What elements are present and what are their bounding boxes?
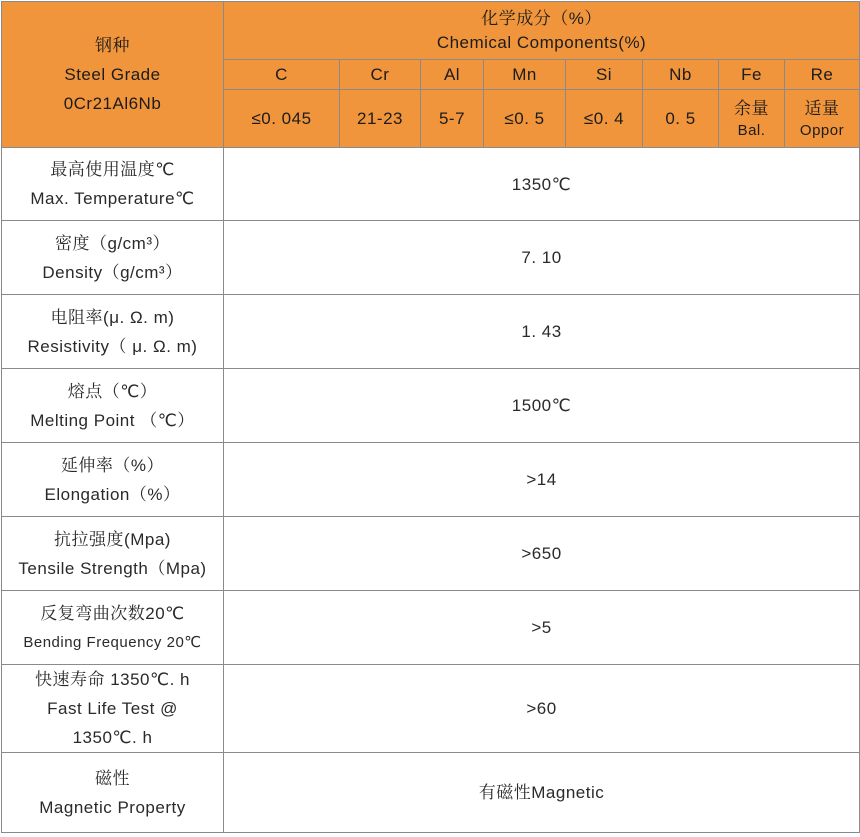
property-label-cell [2,369,224,443]
property-label-cn: 密度（g/cm³） [55,233,170,253]
property-label-en: Fast Life Test @ [47,699,178,718]
property-label-cell [2,517,224,591]
property-value: >5 [224,591,860,665]
element-value: 0. 5 [643,90,719,148]
property-label-cn: 最高使用温度℃ [50,160,175,179]
element-symbol: Re [785,60,860,90]
property-label-en: Elongation（%） [44,484,181,504]
property-label-en-line2: 1350℃. h [72,728,153,747]
element-symbol: Nb [643,60,719,90]
element-symbol: Al [421,60,484,90]
property-value: >60 [224,665,860,753]
element-value-cn: 适量 [804,98,840,118]
element-value: ≤0. 045 [224,90,340,148]
property-row [2,221,860,295]
property-label-cn: 电阻率(μ. Ω. m) [50,307,175,327]
element-value-cn: 余量 [734,98,769,118]
property-label-cell [2,443,224,517]
element-symbol: Fe [719,60,785,90]
property-label-en: Bending Frequency 20℃ [23,633,202,651]
element-value: ≤0. 5 [484,90,566,148]
chem-components-en: Chemical Components(%) [436,32,647,52]
property-label-cn: 熔点（℃） [67,381,158,401]
property-label-cell [2,753,224,833]
property-row [2,369,860,443]
element-symbol: Mn [484,60,566,90]
element-value-en: Oppor [799,121,845,139]
property-row [2,753,860,833]
property-label-en: Magnetic Property [39,797,186,817]
element-value-re [785,90,860,148]
steel-grade-value: 0Cr21Al6Nb [63,94,162,113]
property-row [2,665,860,753]
property-label-cell [2,591,224,665]
property-label-cell [2,295,224,369]
steel-properties-table [1,1,860,833]
property-value: >650 [224,517,860,591]
property-value: >14 [224,443,860,517]
steel-grade-header-cell [2,2,224,148]
property-label-en: Resistivity（ μ. Ω. m) [27,336,198,356]
property-value: 7. 10 [224,221,860,295]
property-label-cn: 磁性 [95,768,130,788]
property-value: 1. 43 [224,295,860,369]
property-label-en: Tensile Strength（Mpa) [18,558,207,578]
steel-grade-en: Steel Grade [64,65,161,84]
property-label-cn: 快速寿命 1350℃. h [34,670,191,689]
property-value: 有磁性Magnetic [224,753,860,833]
property-label-cell [2,665,224,753]
property-row [2,148,860,221]
property-row [2,517,860,591]
property-value: 1350℃ [224,148,860,221]
header-row-chem-title [2,2,860,60]
element-symbol: Cr [340,60,421,90]
element-value-en: Bal. [737,121,766,139]
property-label-cn: 反复弯曲次数20℃ [40,603,185,623]
chem-components-cn: 化学成分（%） [481,8,602,28]
property-label-en: Melting Point （℃） [30,410,195,430]
property-label-cn: 延伸率（%） [60,455,165,475]
element-value: 5-7 [421,90,484,148]
element-value-fe [719,90,785,148]
property-row [2,591,860,665]
element-symbol: Si [566,60,643,90]
property-label-cn: 抗拉强度(Mpa) [54,529,171,549]
element-value: ≤0. 4 [566,90,643,148]
element-value: 21-23 [340,90,421,148]
property-row [2,443,860,517]
property-label-en: Density（g/cm³） [42,262,183,282]
chem-components-header-cell [224,2,860,60]
steel-grade-cn: 钢种 [95,36,130,55]
element-symbol: C [224,60,340,90]
property-label-en: Max. Temperature℃ [30,189,195,208]
property-value: 1500℃ [224,369,860,443]
property-label-cell [2,221,224,295]
property-row [2,295,860,369]
property-label-cell [2,148,224,221]
